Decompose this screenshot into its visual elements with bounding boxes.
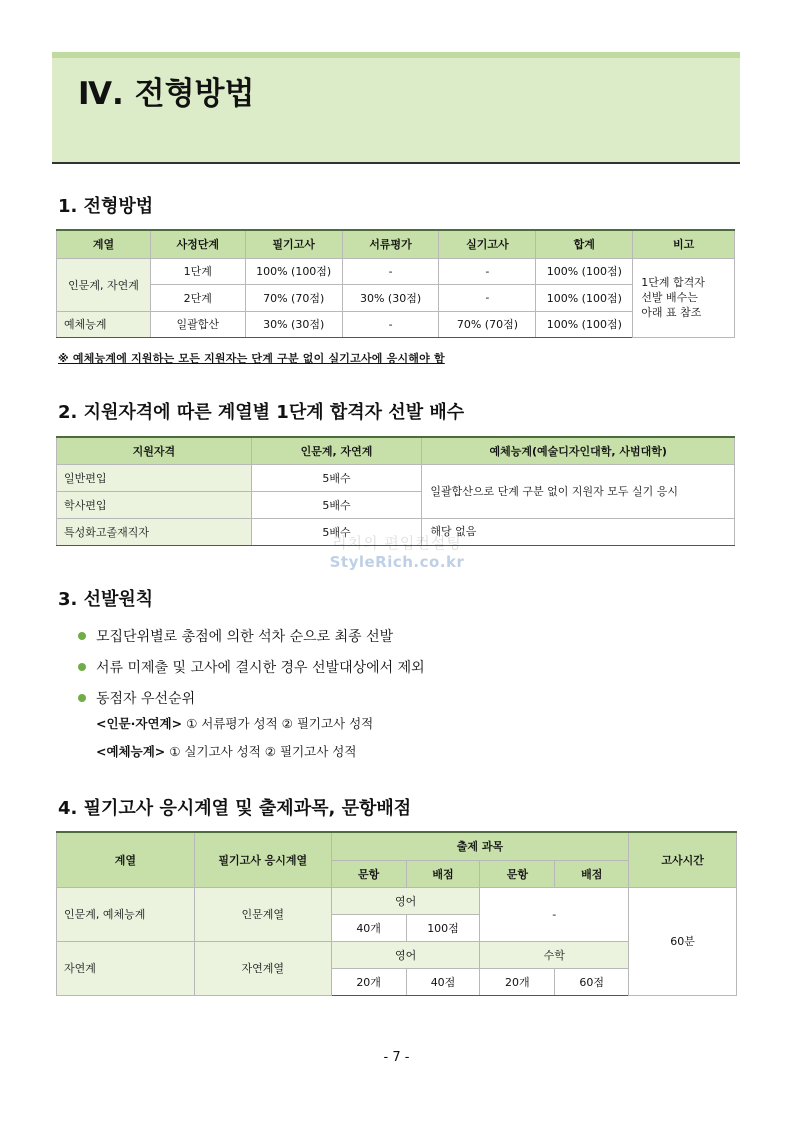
tie-break-arts: [96, 742, 356, 760]
note-line: 아래 표 참조: [641, 306, 702, 319]
table-cell: 30% (30점): [342, 284, 439, 311]
table-cell: 5배수: [251, 464, 422, 491]
table-cell: 100점: [406, 914, 480, 941]
table-row: [57, 887, 737, 914]
subject-cell: 영어: [331, 887, 480, 914]
table-cell: -: [342, 311, 439, 337]
table-cell: 100% (100점): [536, 258, 633, 284]
table-cell: 5배수: [251, 491, 422, 518]
table-header-row: [57, 832, 737, 860]
bullet-icon: [78, 694, 86, 702]
col-header: 합계: [536, 230, 633, 258]
col-header: 계열: [57, 230, 151, 258]
written-exam-table: [56, 831, 737, 996]
col-header: 필기고사: [245, 230, 342, 258]
section-heading-3: 3. 선발원칙: [58, 589, 154, 610]
table-cell: 20개: [480, 968, 555, 995]
list-item-text: 서류 미제출 및 고사에 결시한 경우 선발대상에서 제외: [96, 659, 425, 676]
row-label: 특성화고졸재직자: [57, 518, 252, 545]
page-number: - 7 -: [383, 1050, 410, 1065]
col-header: 고사시간: [629, 832, 737, 887]
table-cell: 70% (70점): [439, 311, 536, 337]
principles-list: [78, 620, 425, 713]
table-row: [57, 518, 735, 545]
watermark-url: StyleRich.co.kr: [329, 553, 465, 571]
table-cell: 인문계열: [194, 887, 331, 941]
tie-break-humanities: [96, 714, 373, 732]
tie-break-label: <예체능계>: [96, 744, 166, 759]
table-cell: 60점: [555, 968, 629, 995]
col-header: 지원자격: [57, 437, 252, 464]
table-cell: 해당 없음: [422, 518, 735, 545]
col-header: 비고: [633, 230, 735, 258]
table-cell: 자연계열: [194, 941, 331, 995]
exam-time-cell: 60분: [629, 887, 737, 995]
arts-merged-cell: 일괄합산으로 단계 구분 없이 지원자 모두 실기 응시: [422, 464, 735, 518]
row-label: 인문계, 예체능계: [57, 887, 195, 941]
table-cell: 20개: [331, 968, 406, 995]
table-cell: 40개: [331, 914, 406, 941]
table-header-row: [57, 230, 735, 258]
list-item: [78, 651, 425, 682]
col-header: 인문계, 자연계: [251, 437, 422, 464]
table-cell: 5배수: [251, 518, 422, 545]
col-header: 출제 과목: [331, 832, 628, 860]
table-cell: 2단계: [150, 284, 245, 311]
section-heading-2: 2. 지원자격에 따른 계열별 1단계 합격자 선발 배수: [58, 402, 465, 423]
subject-cell: 영어: [331, 941, 480, 968]
row-label-arts: 예체능계: [57, 311, 151, 337]
col-header: 서류평가: [342, 230, 439, 258]
table-cell: 100% (100점): [536, 311, 633, 337]
list-item-text: 모집단위별로 총점에 의한 석차 순으로 최종 선발: [96, 628, 394, 645]
table-cell: 30% (30점): [245, 311, 342, 337]
col-header: 계열: [57, 832, 195, 887]
col-header: 필기고사 응시계열: [194, 832, 331, 887]
selection-method-table: [56, 229, 735, 338]
table-cell: 40점: [406, 968, 480, 995]
footnote: ※ 예체능계에 지원하는 모든 지원자는 단계 구분 없이 실기고사에 응시해야 함: [58, 352, 445, 365]
table-row: [57, 464, 735, 491]
tie-break-text: ① 실기고사 성적 ② 필기고사 성적: [169, 744, 357, 759]
table-cell: 70% (70점): [245, 284, 342, 311]
col-header: 실기고사: [439, 230, 536, 258]
selection-multiple-table: [56, 436, 735, 546]
row-label: 자연계: [57, 941, 195, 995]
row-label: 학사편입: [57, 491, 252, 518]
col-header: 배점: [406, 860, 480, 887]
bullet-icon: [78, 663, 86, 671]
table-cell: 1단계: [150, 258, 245, 284]
row-label: 일반편입: [57, 464, 252, 491]
col-header: 사정단계: [150, 230, 245, 258]
list-item: [78, 620, 425, 651]
table-cell: 100% (100점): [536, 284, 633, 311]
subject-cell: 수학: [480, 941, 629, 968]
table-cell: -: [439, 284, 536, 311]
table-header-row: [57, 437, 735, 464]
table-cell: -: [480, 887, 629, 941]
table-cell: 100% (100점): [245, 258, 342, 284]
table-cell: 일괄합산: [150, 311, 245, 337]
note-line: 1단계 합격자: [641, 276, 705, 289]
note-line: 선발 배수는: [641, 291, 698, 304]
list-item-text: 동점자 우선순위: [96, 690, 196, 707]
watermark-text: 리치의 편입컨설팅: [332, 534, 462, 552]
tie-break-label: <인문·자연계>: [96, 716, 183, 731]
col-header: 문항: [331, 860, 406, 887]
note-cell: [633, 258, 735, 337]
chapter-header: [52, 52, 740, 164]
table-cell: -: [439, 258, 536, 284]
chapter-title: Ⅳ. 전형방법: [78, 76, 255, 112]
table-row: [57, 258, 735, 284]
tie-break-text: ① 서류평가 성적 ② 필기고사 성적: [186, 716, 374, 731]
section-heading-1: 1. 전형방법: [58, 196, 154, 217]
table-cell: -: [342, 258, 439, 284]
bullet-icon: [78, 632, 86, 640]
col-header: 배점: [555, 860, 629, 887]
section-heading-4: 4. 필기고사 응시계열 및 출제과목, 문항배점: [58, 798, 412, 819]
list-item: [78, 682, 425, 713]
row-label-humanities-science: 인문계, 자연계: [57, 258, 151, 311]
col-header: 문항: [480, 860, 555, 887]
col-header: 예체능계(예술디자인대학, 사범대학): [422, 437, 735, 464]
